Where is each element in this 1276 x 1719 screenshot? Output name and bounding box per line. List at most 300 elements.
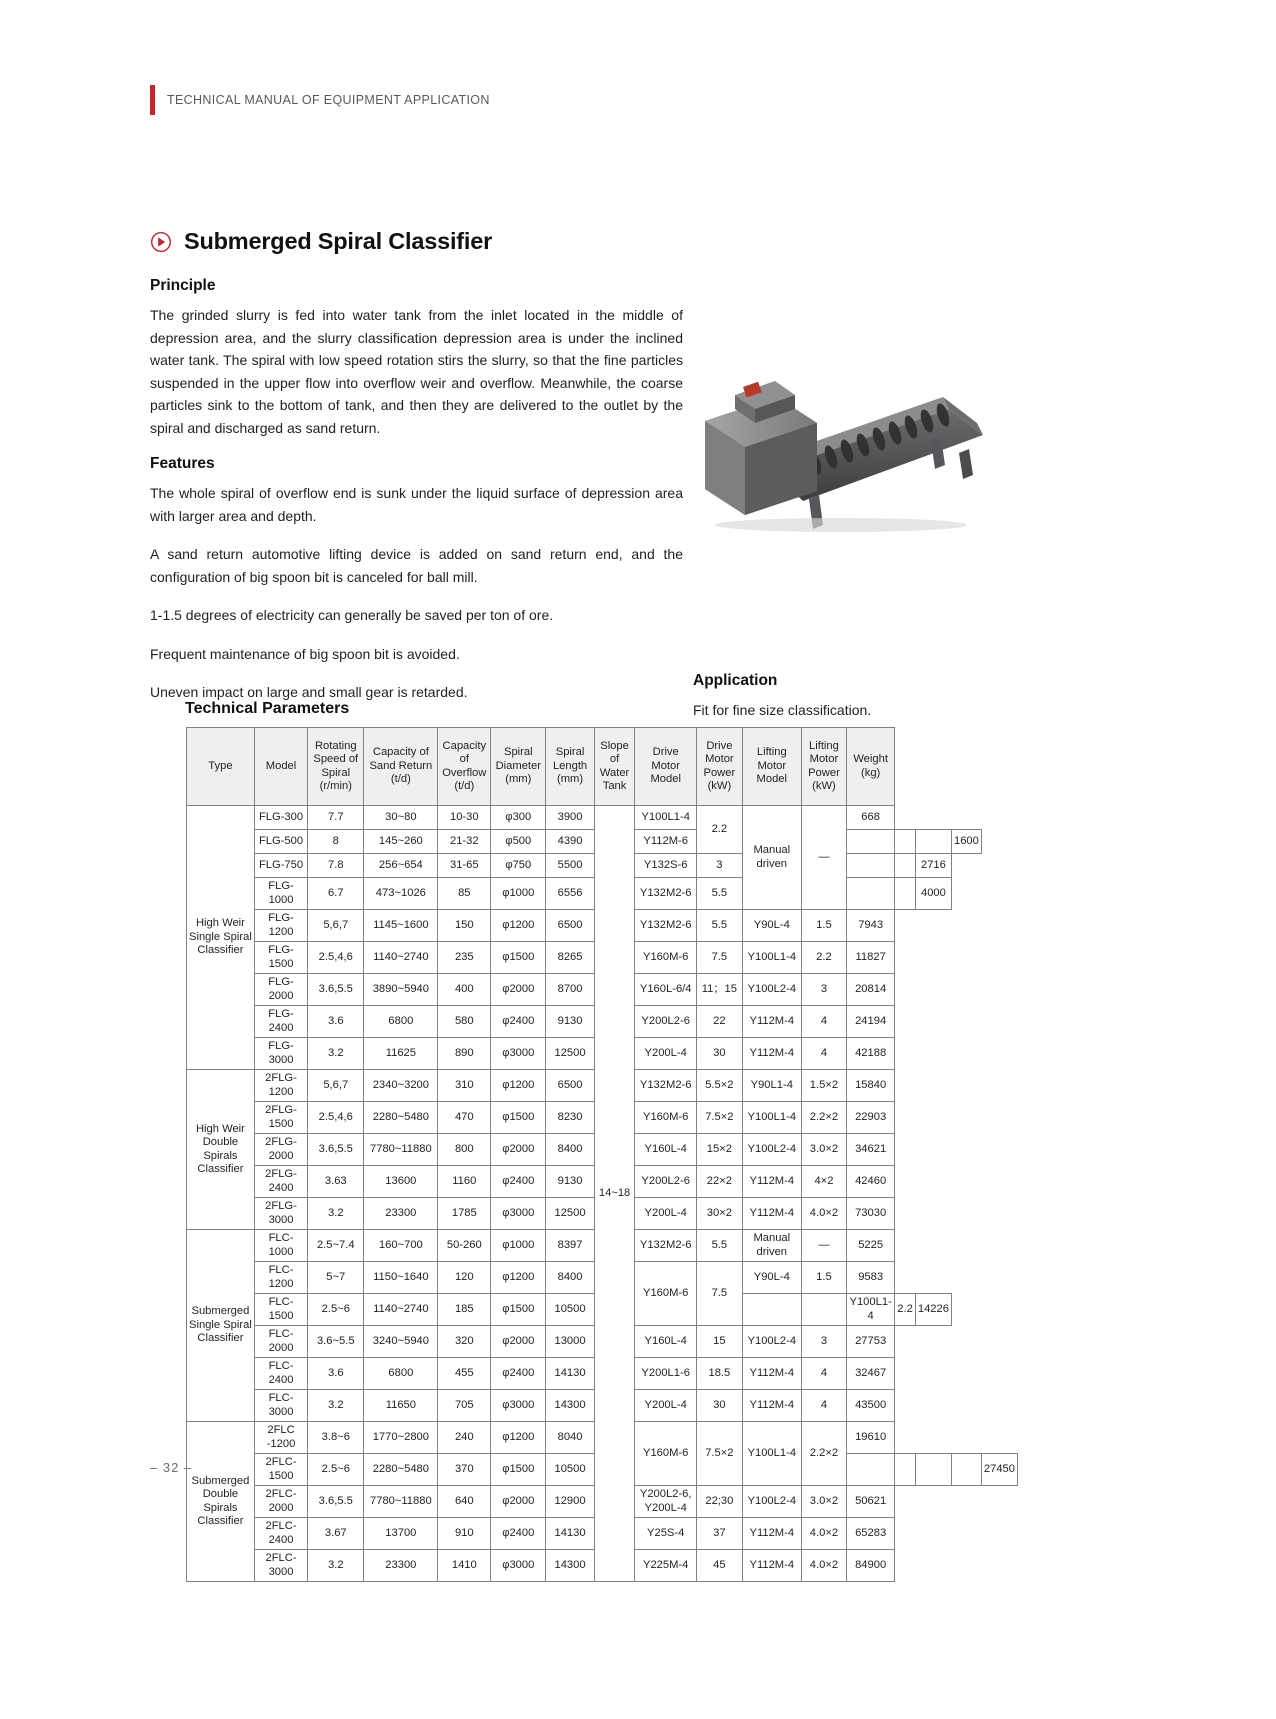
cell-spiral-diameter: φ1000 — [491, 878, 546, 910]
cell-lifting-motor-model: Manual driven — [742, 806, 801, 910]
application-text: Fit for fine size classification. — [693, 702, 872, 718]
cell-spiral-length: 8397 — [546, 1230, 594, 1262]
running-title: TECHNICAL MANUAL OF EQUIPMENT APPLICATION — [167, 93, 490, 107]
cell-drive-motor-model: Y200L1-6 — [635, 1358, 697, 1390]
feature-item-2: A sand return automotive lifting device is added on sand return end, and the configuration of big spoon bit is canceled for ball mill. — [150, 546, 683, 585]
cell-spiral-diameter: φ1200 — [491, 910, 546, 942]
cell-drive-motor-power: 22×2 — [697, 1166, 743, 1198]
cell-lifting-motor-power: 4.0×2 — [801, 1550, 846, 1582]
cell-drive-motor-model: Y200L2-6 — [635, 1166, 697, 1198]
header-accent-rule — [150, 85, 155, 115]
cell-lifting-motor-model: Y112M-4 — [742, 1390, 801, 1422]
cell-weight: 27753 — [846, 1326, 894, 1358]
col-header-lifting-power: Lifting Motor Power (kW) — [801, 728, 846, 806]
cell-rotating-speed: 7.8 — [308, 854, 364, 878]
cell-weight: 20814 — [846, 974, 894, 1006]
cell-model: FLC-2000 — [254, 1326, 307, 1358]
cell-model: FLG-750 — [254, 854, 307, 878]
cell-drive-motor-power: 5.5 — [697, 910, 743, 942]
cell-spiral-diameter: φ2400 — [491, 1358, 546, 1390]
cell-capacity-sand-return: 1140~2740 — [364, 942, 438, 974]
cell-lifting-motor-power: 4 — [801, 1006, 846, 1038]
cell-capacity-overflow: 320 — [438, 1326, 491, 1358]
cell-capacity-sand-return: 160~700 — [364, 1230, 438, 1262]
cell-capacity-sand-return: 7780~11880 — [364, 1486, 438, 1518]
cell-weight: 14226 — [915, 1294, 951, 1326]
cell-capacity-sand-return: 30~80 — [364, 806, 438, 830]
col-header-weight: Weight (kg) — [846, 728, 894, 806]
cell-model: FLC-1200 — [254, 1262, 307, 1294]
cell-lifting-motor-model: Y100L1-4 — [742, 942, 801, 974]
cell-lifting-motor-model: Y112M-4 — [742, 1006, 801, 1038]
cell-rotating-speed: 6.7 — [308, 878, 364, 910]
cell-spiral-diameter: φ1500 — [491, 1294, 546, 1326]
cell-model: FLG-500 — [254, 830, 307, 854]
cell-model: 2FLG-1200 — [254, 1070, 307, 1102]
cell-weight: 42188 — [846, 1038, 894, 1070]
cell-spiral-diameter: φ3000 — [491, 1550, 546, 1582]
cell-drive-motor-model: Y160M-6 — [635, 1102, 697, 1134]
page-running-header — [150, 85, 490, 115]
cell-rotating-speed: 7.7 — [308, 806, 364, 830]
page-title: Submerged Spiral Classifier — [184, 228, 493, 254]
application-heading: Application — [693, 672, 778, 689]
cell-spiral-diameter: φ1500 — [491, 1454, 546, 1486]
cell-lifting-motor-power — [951, 1454, 981, 1486]
cell-spiral-length: 14300 — [546, 1550, 594, 1582]
cell-lifting-motor-model — [846, 854, 894, 878]
cell-model: FLG-3000 — [254, 1038, 307, 1070]
table-body — [187, 806, 1018, 1582]
cell-lifting-motor-model: Y112M-4 — [742, 1550, 801, 1582]
cell-spiral-diameter: φ2000 — [491, 1134, 546, 1166]
cell-type: High Weir Double Spirals Classifier — [187, 1070, 255, 1230]
cell-drive-motor-power — [801, 1294, 846, 1326]
cell-weight: 4000 — [915, 878, 951, 910]
cell-drive-motor-model: Y132M2-6 — [635, 910, 697, 942]
cell-rotating-speed: 2.5~7.4 — [308, 1230, 364, 1262]
page-content — [150, 228, 1130, 720]
cell-lifting-motor-power: 3.0×2 — [801, 1134, 846, 1166]
cell-model: FLG-2000 — [254, 974, 307, 1006]
col-header-spiral-length: Spiral Length (mm) — [546, 728, 594, 806]
cell-drive-motor-power: 7.5 — [697, 1262, 743, 1326]
cell-drive-motor-power: 7.5×2 — [697, 1422, 743, 1486]
cell-model: FLC-1500 — [254, 1294, 307, 1326]
cell-weight: 84900 — [846, 1550, 894, 1582]
cell-lifting-motor-power — [915, 830, 951, 854]
cell-drive-motor-model: Y132M2-6 — [635, 878, 697, 910]
cell-lifting-motor-power: 2.2 — [801, 942, 846, 974]
cell-capacity-overflow: 185 — [438, 1294, 491, 1326]
cell-model: FLG-1000 — [254, 878, 307, 910]
cell-capacity-sand-return: 3890~5940 — [364, 974, 438, 1006]
cell-spiral-diameter: φ300 — [491, 806, 546, 830]
cell-lifting-motor-power: 4 — [801, 1390, 846, 1422]
cell-drive-motor-power: 7.5×2 — [697, 1102, 743, 1134]
page-folio: – 32 – — [150, 1460, 193, 1475]
cell-model: 2FLC-3000 — [254, 1550, 307, 1582]
cell-rotating-speed: 3.63 — [308, 1166, 364, 1198]
table-row — [187, 806, 1018, 830]
cell-capacity-overflow: 455 — [438, 1358, 491, 1390]
cell-model: FLC-2400 — [254, 1358, 307, 1390]
cell-spiral-diameter: φ1500 — [491, 942, 546, 974]
cell-capacity-overflow: 235 — [438, 942, 491, 974]
cell-drive-motor-model: Y100L1-4 — [635, 806, 697, 830]
cell-capacity-sand-return: 2340~3200 — [364, 1070, 438, 1102]
cell-spiral-diameter: φ750 — [491, 854, 546, 878]
cell-drive-motor-power: 18.5 — [697, 1358, 743, 1390]
cell-model: 2FLG-1500 — [254, 1102, 307, 1134]
cell-capacity-sand-return: 2280~5480 — [364, 1454, 438, 1486]
cell-weight: 73030 — [846, 1198, 894, 1230]
page-title-row — [150, 228, 1130, 255]
cell-lifting-motor-power: — — [801, 806, 846, 910]
cell-spiral-length: 9130 — [546, 1006, 594, 1038]
cell-capacity-sand-return: 6800 — [364, 1006, 438, 1038]
cell-lifting-motor-model: Y100L1-4 — [742, 1422, 801, 1486]
cell-lifting-motor-power: 2.2×2 — [801, 1422, 846, 1486]
cell-drive-motor-power: 3 — [697, 854, 743, 878]
cell-capacity-overflow: 31-65 — [438, 854, 491, 878]
cell-spiral-diameter: φ2000 — [491, 1486, 546, 1518]
cell-rotating-speed: 3.8~6 — [308, 1422, 364, 1454]
cell-drive-motor-model: Y200L2-6 — [635, 1006, 697, 1038]
cell-rotating-speed: 2.5,4,6 — [308, 942, 364, 974]
cell-capacity-overflow: 470 — [438, 1102, 491, 1134]
cell-spiral-length: 6556 — [546, 878, 594, 910]
application-block — [693, 672, 1113, 721]
cell-lifting-motor-power: — — [801, 1230, 846, 1262]
cell-capacity-sand-return: 23300 — [364, 1550, 438, 1582]
cell-rotating-speed: 3.6 — [308, 1358, 364, 1390]
cell-lifting-motor-model — [895, 830, 916, 854]
cell-drive-motor-power: 30 — [697, 1038, 743, 1070]
cell-capacity-sand-return: 6800 — [364, 1358, 438, 1390]
cell-drive-motor-model — [846, 1454, 894, 1486]
cell-spiral-length: 6500 — [546, 1070, 594, 1102]
cell-lifting-motor-model — [915, 1454, 951, 1486]
cell-lifting-motor-model: Y100L1-4 — [846, 1294, 894, 1326]
cell-drive-motor-model: Y200L-4 — [635, 1390, 697, 1422]
cell-weight: 7943 — [846, 910, 894, 942]
cell-spiral-length: 14130 — [546, 1358, 594, 1390]
cell-drive-motor-model: Y25S-4 — [635, 1518, 697, 1550]
cell-spiral-diameter: φ2400 — [491, 1166, 546, 1198]
cell-spiral-length: 9130 — [546, 1166, 594, 1198]
cell-capacity-overflow: 1785 — [438, 1198, 491, 1230]
cell-spiral-diameter: φ1200 — [491, 1070, 546, 1102]
technical-parameters-table — [186, 727, 1018, 1582]
cell-lifting-motor-model: Y90L-4 — [742, 910, 801, 942]
cell-drive-motor-model: Y160L-4 — [635, 1134, 697, 1166]
col-header-type: Type — [187, 728, 255, 806]
cell-spiral-length: 14130 — [546, 1518, 594, 1550]
cell-lifting-motor-power: 4.0×2 — [801, 1518, 846, 1550]
cell-weight: 1600 — [951, 830, 981, 854]
cell-weight: 50621 — [846, 1486, 894, 1518]
cell-rotating-speed: 3.2 — [308, 1198, 364, 1230]
cell-spiral-length: 3900 — [546, 806, 594, 830]
feature-item-3: 1-1.5 degrees of electricity can generally be saved per ton of ore. — [150, 607, 554, 623]
arrow-circle-icon — [150, 231, 172, 253]
cell-capacity-overflow: 120 — [438, 1262, 491, 1294]
cell-model: FLC-1000 — [254, 1230, 307, 1262]
cell-capacity-overflow: 370 — [438, 1454, 491, 1486]
col-header-drive-model: Drive Motor Model — [635, 728, 697, 806]
cell-spiral-length: 8230 — [546, 1102, 594, 1134]
col-header-capacity-overflow: Capacity of Overflow (t/d) — [438, 728, 491, 806]
cell-rotating-speed: 5,6,7 — [308, 910, 364, 942]
cell-drive-motor-power: 37 — [697, 1518, 743, 1550]
cell-lifting-motor-power: 2.2×2 — [801, 1102, 846, 1134]
cell-drive-motor-model: Y160M-6 — [635, 1262, 697, 1326]
content-columns — [150, 277, 1130, 720]
cell-capacity-sand-return: 13600 — [364, 1166, 438, 1198]
cell-drive-motor-model: Y160M-6 — [635, 1422, 697, 1486]
cell-capacity-sand-return: 11650 — [364, 1390, 438, 1422]
cell-lifting-motor-model: Y100L2-4 — [742, 1134, 801, 1166]
cell-drive-motor-power: 7.5 — [697, 942, 743, 974]
cell-drive-motor-model — [742, 1294, 801, 1326]
col-header-slope: Slope of Water Tank — [594, 728, 635, 806]
cell-spiral-diameter: φ2000 — [491, 1326, 546, 1358]
cell-drive-motor-power — [895, 1454, 916, 1486]
cell-model: FLC-3000 — [254, 1390, 307, 1422]
cell-capacity-overflow: 1160 — [438, 1166, 491, 1198]
cell-capacity-sand-return: 145~260 — [364, 830, 438, 854]
cell-rotating-speed: 5~7 — [308, 1262, 364, 1294]
cell-capacity-overflow: 240 — [438, 1422, 491, 1454]
cell-capacity-sand-return: 1140~2740 — [364, 1294, 438, 1326]
cell-rotating-speed: 8 — [308, 830, 364, 854]
cell-lifting-motor-model: Y90L-4 — [742, 1262, 801, 1294]
cell-capacity-overflow: 10-30 — [438, 806, 491, 830]
cell-capacity-overflow: 705 — [438, 1390, 491, 1422]
cell-lifting-motor-power: 1.5 — [801, 1262, 846, 1294]
cell-lifting-motor-power: 3.0×2 — [801, 1486, 846, 1518]
cell-model: 2FLC-2400 — [254, 1518, 307, 1550]
cell-lifting-motor-model: Y100L2-4 — [742, 1486, 801, 1518]
table-header-row — [187, 728, 1018, 806]
cell-capacity-sand-return: 7780~11880 — [364, 1134, 438, 1166]
col-header-drive-power: Drive Motor Power (kW) — [697, 728, 743, 806]
cell-capacity-sand-return: 2280~5480 — [364, 1102, 438, 1134]
cell-drive-motor-model: Y160M-6 — [635, 942, 697, 974]
cell-drive-motor-model: Y132M2-6 — [635, 1230, 697, 1262]
cell-weight: 9583 — [846, 1262, 894, 1294]
cell-model: 2FLG-2000 — [254, 1134, 307, 1166]
cell-lifting-motor-power: 4.0×2 — [801, 1198, 846, 1230]
cell-spiral-length: 8040 — [546, 1422, 594, 1454]
cell-spiral-length: 10500 — [546, 1294, 594, 1326]
cell-spiral-diameter: φ3000 — [491, 1038, 546, 1070]
technical-parameters-heading: Technical Parameters — [185, 700, 350, 717]
cell-spiral-diameter: φ3000 — [491, 1390, 546, 1422]
cell-lifting-motor-power: 4 — [801, 1038, 846, 1070]
cell-type: High Weir Single Spiral Classifier — [187, 806, 255, 1070]
cell-drive-motor-power: 30 — [697, 1390, 743, 1422]
cell-capacity-sand-return: 256~654 — [364, 854, 438, 878]
cell-spiral-length: 8400 — [546, 1262, 594, 1294]
cell-drive-motor-model: Y200L-4 — [635, 1198, 697, 1230]
cell-drive-motor-power: 5.5 — [697, 878, 743, 910]
cell-lifting-motor-model — [846, 878, 894, 910]
features-heading: Features — [150, 455, 215, 472]
cell-spiral-length: 14300 — [546, 1390, 594, 1422]
cell-rotating-speed: 3.6,5.5 — [308, 974, 364, 1006]
cell-drive-motor-power: 15 — [697, 1326, 743, 1358]
cell-lifting-motor-power — [895, 854, 916, 878]
cell-weight: 19610 — [846, 1422, 894, 1454]
cell-spiral-diameter: φ2400 — [491, 1518, 546, 1550]
cell-spiral-diameter: φ500 — [491, 830, 546, 854]
cell-model: FLG-300 — [254, 806, 307, 830]
cell-capacity-overflow: 50-260 — [438, 1230, 491, 1262]
cell-spiral-length: 8265 — [546, 942, 594, 974]
cell-spiral-length: 4390 — [546, 830, 594, 854]
cell-rotating-speed: 3.2 — [308, 1390, 364, 1422]
cell-drive-motor-model: Y160L-4 — [635, 1326, 697, 1358]
cell-lifting-motor-model: Y90L1-4 — [742, 1070, 801, 1102]
cell-weight: 11827 — [846, 942, 894, 974]
cell-drive-motor-model: Y112M-6 — [635, 830, 697, 854]
cell-capacity-sand-return: 1770~2800 — [364, 1422, 438, 1454]
cell-lifting-motor-model: Y112M-4 — [742, 1518, 801, 1550]
cell-model: 2FLG-2400 — [254, 1166, 307, 1198]
cell-model: 2FLC -1200 — [254, 1422, 307, 1454]
cell-weight: 15840 — [846, 1070, 894, 1102]
feature-item-1: The whole spiral of overflow end is sunk under the liquid surface of depression area with larger area and depth. — [150, 485, 683, 524]
cell-spiral-diameter: φ2400 — [491, 1006, 546, 1038]
cell-lifting-motor-model: Y100L2-4 — [742, 1326, 801, 1358]
cell-capacity-sand-return: 13700 — [364, 1518, 438, 1550]
cell-lifting-motor-power: 2.2 — [895, 1294, 916, 1326]
cell-capacity-sand-return: 23300 — [364, 1198, 438, 1230]
cell-lifting-motor-model: Y112M-4 — [742, 1166, 801, 1198]
principle-text: The grinded slurry is fed into water tank from the inlet located in the middle of depression area, and the slurry classification depression area is under the inclined water tank. The spiral with low speed rotation stirs the slurry, so that the fine particles suspended in the upper flow into overflow weir and overflow. Meanwhile, the coarse particles sink to the bottom of tank, and then they are delivered to the outlet by the spiral and discharged as sand return. — [150, 307, 683, 436]
principle-heading: Principle — [150, 277, 216, 294]
col-header-model: Model — [254, 728, 307, 806]
cell-drive-motor-power: 5.5×2 — [697, 1070, 743, 1102]
cell-drive-motor-power — [846, 830, 894, 854]
cell-lifting-motor-power — [895, 878, 916, 910]
cell-capacity-overflow: 310 — [438, 1070, 491, 1102]
cell-rotating-speed: 2.5~6 — [308, 1294, 364, 1326]
feature-item-4: Frequent maintenance of big spoon bit is avoided. — [150, 645, 460, 662]
features-block — [150, 455, 683, 704]
col-header-rotating-speed: Rotating Speed of Spiral (r/min) — [308, 728, 364, 806]
cell-weight: 2716 — [915, 854, 951, 878]
cell-drive-motor-power: 22 — [697, 1006, 743, 1038]
cell-model: 2FLG-3000 — [254, 1198, 307, 1230]
cell-capacity-overflow: 640 — [438, 1486, 491, 1518]
cell-drive-motor-power: 22;30 — [697, 1486, 743, 1518]
cell-weight: 24194 — [846, 1006, 894, 1038]
cell-spiral-diameter: φ1200 — [491, 1262, 546, 1294]
cell-weight: 42460 — [846, 1166, 894, 1198]
cell-drive-motor-power: 15×2 — [697, 1134, 743, 1166]
cell-type: Submerged Double Spirals Classifier — [187, 1422, 255, 1582]
cell-drive-motor-model: Y132S-6 — [635, 854, 697, 878]
cell-drive-motor-power: 45 — [697, 1550, 743, 1582]
cell-lifting-motor-power: 1.5 — [801, 910, 846, 942]
cell-rotating-speed: 3.6,5.5 — [308, 1486, 364, 1518]
cell-spiral-length: 8400 — [546, 1134, 594, 1166]
cell-rotating-speed: 3.2 — [308, 1550, 364, 1582]
cell-spiral-length: 12500 — [546, 1198, 594, 1230]
left-column — [150, 277, 683, 720]
cell-lifting-motor-model: Y100L2-4 — [742, 974, 801, 1006]
cell-spiral-length: 12900 — [546, 1486, 594, 1518]
cell-capacity-overflow: 85 — [438, 878, 491, 910]
cell-lifting-motor-power: 1.5×2 — [801, 1070, 846, 1102]
cell-capacity-overflow: 21-32 — [438, 830, 491, 854]
cell-weight: 32467 — [846, 1358, 894, 1390]
cell-spiral-length: 6500 — [546, 910, 594, 942]
cell-spiral-length: 10500 — [546, 1454, 594, 1486]
cell-weight: 668 — [846, 806, 894, 830]
col-header-capacity-sand: Capacity of Sand Return (t/d) — [364, 728, 438, 806]
cell-capacity-overflow: 910 — [438, 1518, 491, 1550]
cell-rotating-speed: 3.2 — [308, 1038, 364, 1070]
cell-capacity-sand-return: 1150~1640 — [364, 1262, 438, 1294]
cell-drive-motor-power: 2.2 — [697, 806, 743, 854]
cell-model: 2FLC-1500 — [254, 1454, 307, 1486]
col-header-lifting-model: Lifting Motor Model — [742, 728, 801, 806]
cell-capacity-overflow: 890 — [438, 1038, 491, 1070]
cell-slope-of-water-tank: 14~18 — [594, 806, 635, 1582]
col-header-spiral-diameter: Spiral Diameter (mm) — [491, 728, 546, 806]
cell-drive-motor-model: Y200L-4 — [635, 1038, 697, 1070]
cell-lifting-motor-power: 3 — [801, 974, 846, 1006]
cell-capacity-overflow: 580 — [438, 1006, 491, 1038]
cell-capacity-sand-return: 3240~5940 — [364, 1326, 438, 1358]
cell-lifting-motor-power: 3 — [801, 1326, 846, 1358]
cell-drive-motor-power: 5.5 — [697, 1230, 743, 1262]
cell-type: Submerged Single Spiral Classifier — [187, 1230, 255, 1422]
cell-drive-motor-model: Y225M-4 — [635, 1550, 697, 1582]
cell-lifting-motor-model: Y112M-4 — [742, 1198, 801, 1230]
cell-drive-motor-model: Y132M2-6 — [635, 1070, 697, 1102]
cell-capacity-overflow: 400 — [438, 974, 491, 1006]
cell-capacity-overflow: 1410 — [438, 1550, 491, 1582]
cell-lifting-motor-model: Y100L1-4 — [742, 1102, 801, 1134]
cell-spiral-diameter: φ1000 — [491, 1230, 546, 1262]
cell-weight: 65283 — [846, 1518, 894, 1550]
cell-model: FLG-1500 — [254, 942, 307, 974]
cell-rotating-speed: 5,6,7 — [308, 1070, 364, 1102]
product-photo — [691, 349, 1131, 549]
cell-capacity-overflow: 800 — [438, 1134, 491, 1166]
cell-rotating-speed: 3.6 — [308, 1006, 364, 1038]
cell-weight: 5225 — [846, 1230, 894, 1262]
cell-model: FLG-2400 — [254, 1006, 307, 1038]
cell-drive-motor-model: Y160L-6/4 — [635, 974, 697, 1006]
cell-drive-motor-power: 30×2 — [697, 1198, 743, 1230]
cell-lifting-motor-model: Y112M-4 — [742, 1038, 801, 1070]
cell-model: FLG-1200 — [254, 910, 307, 942]
cell-rotating-speed: 2.5~6 — [308, 1454, 364, 1486]
cell-lifting-motor-power: 4×2 — [801, 1166, 846, 1198]
cell-spiral-length: 5500 — [546, 854, 594, 878]
cell-capacity-sand-return: 1145~1600 — [364, 910, 438, 942]
cell-rotating-speed: 3.6~5.5 — [308, 1326, 364, 1358]
cell-spiral-diameter: φ2000 — [491, 974, 546, 1006]
cell-weight: 34621 — [846, 1134, 894, 1166]
feature-item-5: Uneven impact on large and small gear is retarded. — [150, 684, 468, 700]
